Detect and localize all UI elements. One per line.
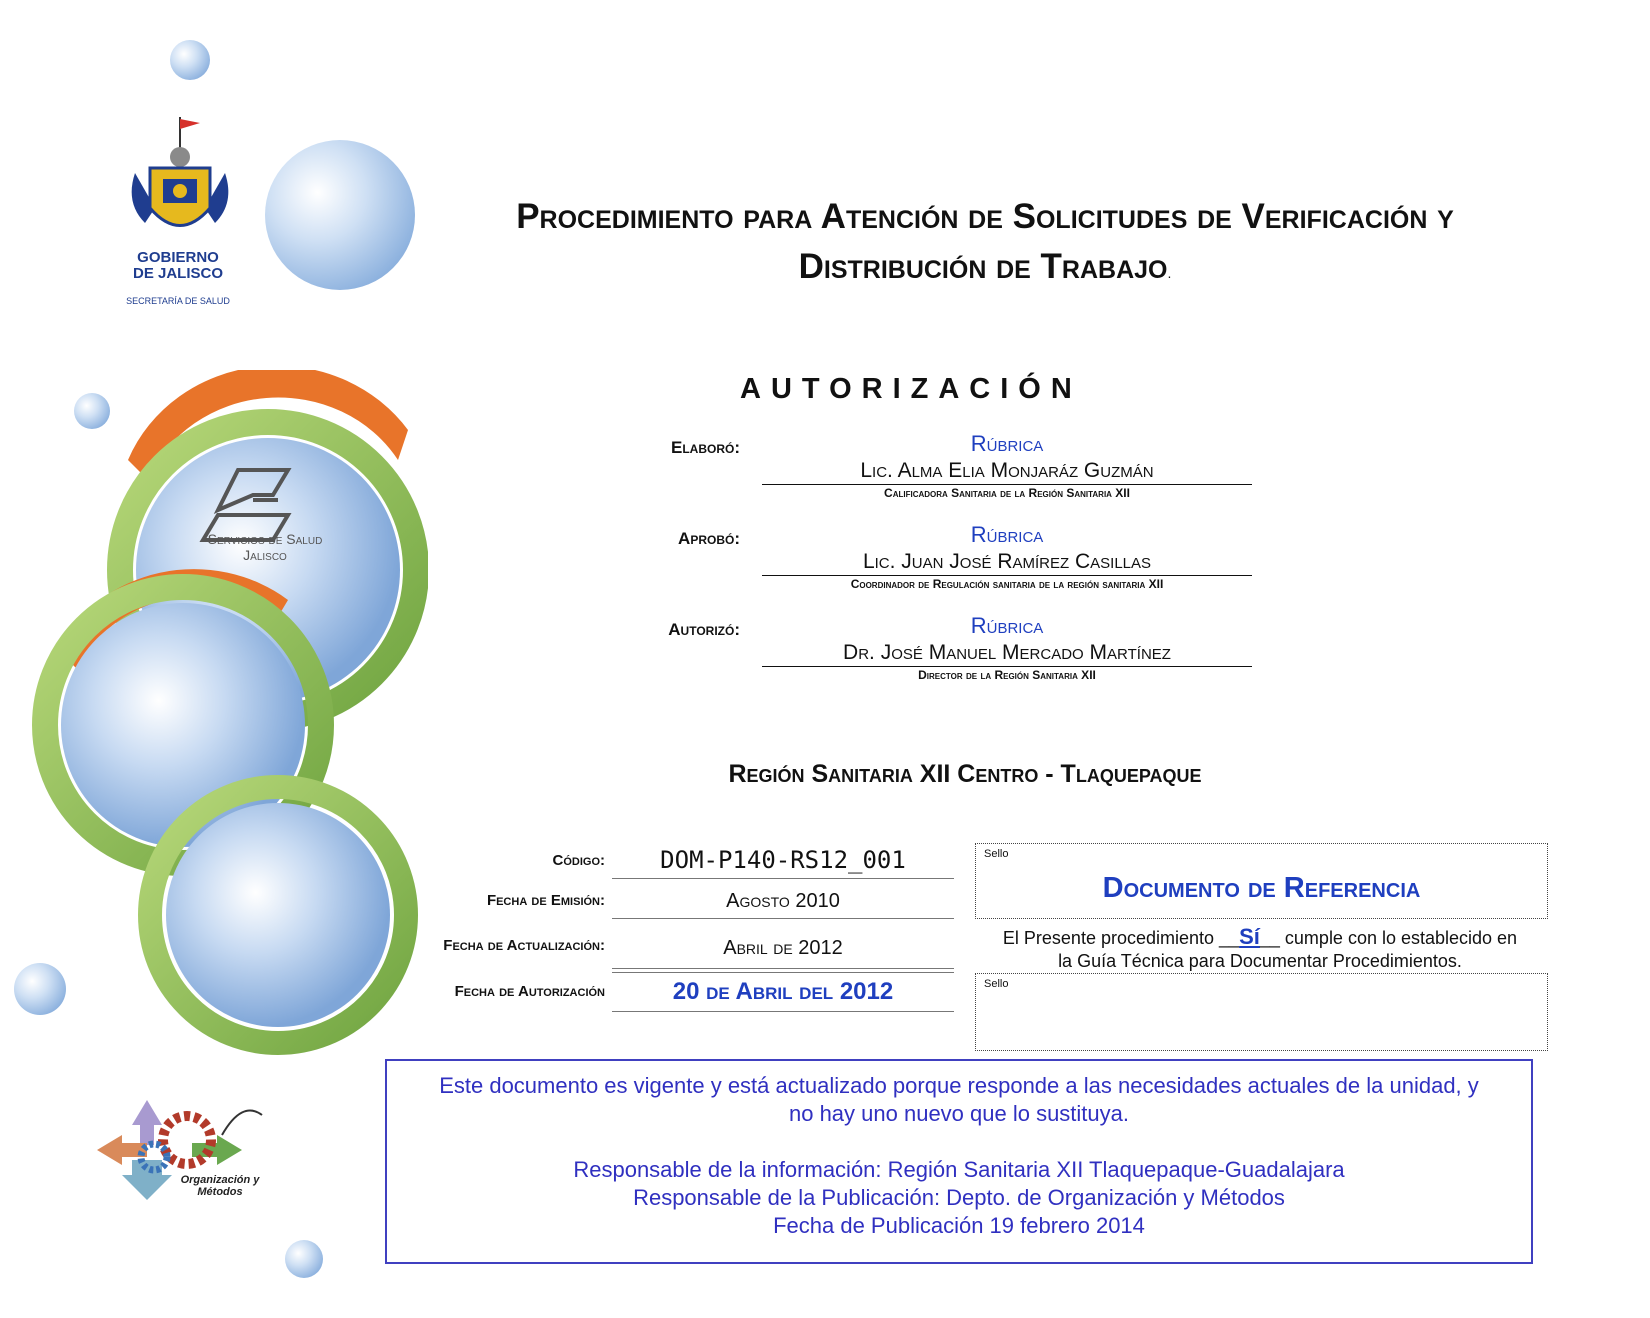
sello-box-reference [975, 843, 1548, 919]
sello-label: Sello [984, 978, 1009, 990]
signature-block-elaboro [762, 430, 1252, 501]
notice-line: Este documento es vigente y está actualizado porque responde a las necesidades actuales de la unidad, y [439, 1073, 1479, 1098]
signature-name: Lic. Juan José Ramírez Casillas [762, 549, 1252, 576]
signature-block-aprobo [762, 521, 1252, 592]
compliance-line2: la Guía Técnica para Documentar Procedimientos. [1058, 951, 1462, 971]
autorizacion-date-value: 20 de Abril del 2012 [612, 972, 954, 1012]
codigo-value: DOM-P140-RS12_001 [612, 842, 954, 879]
autorizacion-date-label: Fecha de Autorización [454, 983, 605, 1000]
compliance-line1: El Presente procedimiento __Sí__ cumple con lo establecido en [1002, 924, 1518, 949]
signature-rubrica: Rúbrica [970, 613, 1044, 638]
notice-line: Responsable de la Publicación: Depto. de Organización y Métodos [633, 1185, 1285, 1210]
gobierno-jalisco-crest-icon [125, 113, 235, 245]
signature-role: Director de la Región Sanitaria XII [918, 668, 1096, 682]
actualizacion-label: Fecha de Actualización: [443, 937, 605, 954]
emision-value: Agosto 2010 [612, 884, 954, 919]
signature-block-autorizo [762, 612, 1252, 683]
signature-label-autorizo: Autorizó: [668, 620, 740, 639]
signature-rubrica: Rúbrica [970, 522, 1044, 547]
secretaria-salud-label: SECRETARÍA DE SALUD [126, 296, 230, 306]
document-title-line1: Procedimiento para Atención de Solicitudes de Verificación y [516, 197, 1454, 236]
decor-bubble [285, 1240, 323, 1278]
actualizacion-value: Abril de 2012 [612, 928, 954, 969]
notice-line: no hay uno nuevo que lo sustituya. [788, 1101, 1130, 1126]
emision-label: Fecha de Emisión: [486, 892, 605, 909]
gobierno-jalisco-name: GOBIERNO DE JALISCO [132, 249, 223, 282]
decor-bubble [170, 40, 210, 80]
signature-name: Lic. Alma Elia Monjaráz Guzmán [762, 458, 1252, 485]
signature-label-elaboro: Elaboró: [671, 438, 740, 457]
compliance-answer: Sí [1239, 924, 1260, 949]
ssj-logo-text: Servicios de Salud Jalisco [207, 531, 323, 563]
notice-line: Fecha de Publicación 19 febrero 2014 [773, 1213, 1145, 1238]
notice-line: Responsable de la información: Región Sanitaria XII Tlaquepaque-Guadalajara [573, 1157, 1345, 1182]
signature-role: Calificadora Sanitaria de la Región Sanitaria XII [884, 486, 1130, 500]
signature-name: Dr. José Manuel Mercado Martínez [762, 640, 1252, 667]
vigencia-notice [385, 1059, 1533, 1264]
organizacion-metodos-label: Organización y Métodos [180, 1174, 260, 1198]
document-title [350, 192, 1620, 298]
signature-role: Coordinador de Regulación sanitaria de la región sanitaria XII [850, 577, 1164, 591]
documento-referencia: Documento de Referencia [1102, 872, 1421, 904]
authorization-heading: AUTORIZACIÓN [740, 373, 1082, 405]
compliance-statement [970, 925, 1550, 973]
region-title: Región Sanitaria XII Centro - Tlaquepaque [728, 760, 1202, 788]
signature-label-aprobo: Aprobó: [678, 529, 740, 548]
document-title-line2: Distribución de Trabajo. [798, 247, 1172, 286]
sello-box-empty [975, 973, 1548, 1051]
decor-circles-graphic [18, 370, 428, 1070]
sello-label: Sello [984, 848, 1009, 860]
codigo-label: Código: [552, 852, 605, 869]
signature-rubrica: Rúbrica [970, 431, 1044, 456]
